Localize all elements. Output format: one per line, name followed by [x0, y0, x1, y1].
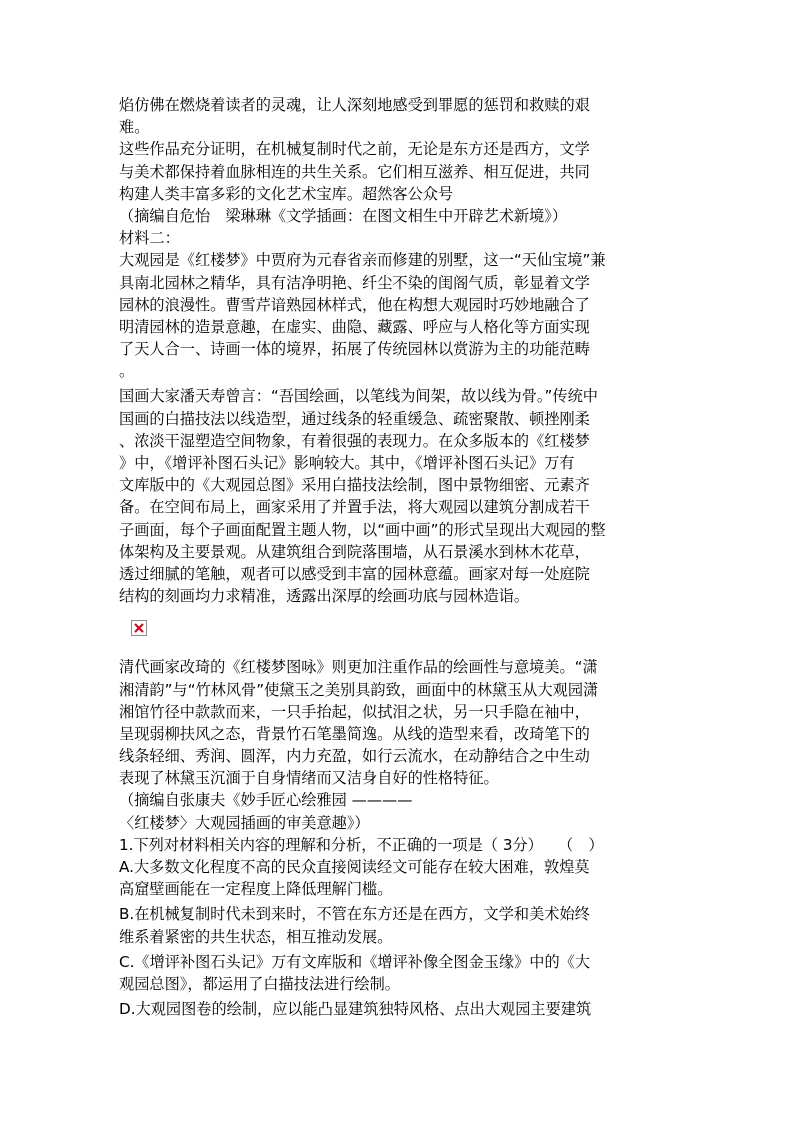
text-line: C.《增评补图石头记》万有文库版和《增评补像全图金玉缘》中的《大: [119, 952, 591, 971]
text-line: 难。: [119, 118, 150, 137]
text-line: 维系着紧密的共生状态，相互推动发展。: [119, 927, 393, 946]
text-line: 园林的浪漫性。曹雪芹谙熟园林样式，他在构想大观园时巧妙地融合了: [119, 295, 590, 314]
text-line: （摘编自张康夫《妙手匠心绘雅园 ————: [119, 791, 413, 810]
text-line: 国画大家潘天寿曾言：“吾国绘画，以笔线为间架，故以线为骨。”传统中: [119, 387, 598, 406]
paragraph: [119, 998, 689, 1020]
paragraph: [119, 205, 689, 227]
text-line: 〈红楼梦〉大观园插画的审美意趣》）: [119, 813, 370, 832]
paragraph: [119, 94, 689, 138]
paragraph: [119, 856, 689, 900]
inline-image-block: [119, 610, 689, 656]
text-line: B.在机械复制时代未到来时，不管在东方还是在西方，文学和美术始终: [119, 905, 590, 924]
text-line: 湘清韵”与“竹林风骨”使黛玉之美别具韵致，画面中的林黛玉从大观园潇: [119, 680, 599, 699]
text-line: 构建人类丰富多彩的文化艺术宝库。超然客公众号: [119, 184, 454, 203]
paragraph: [119, 138, 689, 205]
text-line: 高窟壁画能在一定程度上降低理解门槛。: [119, 880, 393, 899]
text-line: 文库版中的《大观园总图》采用白描技法绘制，图中景物细密、元素齐: [119, 476, 590, 495]
text-line: 1.下列对材料相关内容的理解和分析，不正确的一项是（ 3分） （ ）: [119, 835, 604, 854]
text-line: 结构的刻画均力求精准，透露出深厚的绘画功底与园林造诣。: [119, 587, 530, 606]
text-line: 这些作品充分证明，在机械复制时代之前，无论是东方还是西方，文学: [119, 140, 590, 159]
paragraph: [119, 656, 689, 789]
text-line: 表现了林黛玉沉湎于自身情绪而又洁身自好的性格特征。: [119, 769, 499, 788]
text-line: 观园总图》，都运用了白描技法进行绘制。: [119, 974, 400, 993]
text-line: 具南北园林之精华，具有洁净明艳、纤尘不染的闺阁气质，彰显着文学: [119, 273, 590, 292]
broken-image-icon: [131, 620, 147, 636]
text-line: 大观园是《红楼梦》中贾府为元春省亲而修建的别墅，这一“天仙宝境”兼: [119, 251, 606, 270]
text-line: 湘馆竹径中款款而来，一只手抬起，似拭泪之状，另一只手隐在袖中，: [119, 702, 590, 721]
text-line: 与美术都保持着血脉相连的共生关系。它们相互滋养、相互促进，共同: [119, 162, 590, 181]
document-page: [119, 94, 689, 1020]
paragraph: [119, 903, 689, 947]
text-line: 、浓淡干湿塑造空间物象，有着很强的表现力。在众多版本的《红楼梦: [119, 431, 590, 450]
text-line: （摘编自危怡 梁琳琳《文学插画：在图文相生中开辟艺术新境》）: [119, 206, 568, 225]
paragraph: [119, 385, 689, 607]
text-line: 。: [119, 362, 135, 381]
text-line: 焰仿佛在燃烧着读者的灵魂，让人深刻地感受到罪愿的惩罚和救赎的艰: [119, 96, 590, 114]
text-line: 明清园林的造景意趣，在虚实、曲隐、藏露、呼应与人格化等方面实现: [119, 317, 590, 336]
text-line: 透过细腻的笔触，观者可以感受到丰富的园林意蕴。画家对每一处庭院: [119, 564, 590, 583]
text-line: 子画面，每个子画面配置主题人物，以“画中画”的形式呈现出大观园的整: [119, 520, 606, 539]
text-line: 线条轻细、秀润、圆浑，内力充盈，如行云流水，在动静结合之中生动: [119, 747, 590, 766]
text-line: 》中，《增评补图石头记》影响较大。其中，《增评补图石头记》万有: [119, 454, 575, 472]
paragraph: [119, 951, 689, 995]
paragraph: [119, 227, 689, 249]
text-line: 国画的白描技法以线造型，通过线条的轻重缓急、疏密聚散、顿挫刚柔: [119, 409, 590, 428]
text-line: 清代画家改琦的《红楼梦图咏》则更加注重作品的绘画性与意境美。“潇: [119, 658, 598, 677]
paragraph: [119, 789, 689, 833]
text-line: 呈现弱柳扶风之态，背景竹石笔墨简逸。从线的造型来看，改琦笔下的: [119, 724, 590, 743]
text-line: A.大多数文化程度不高的民众直接阅读经文可能存在较大困难，敦煌莫: [119, 858, 590, 876]
text-line: 了天人合一、诗画一体的境界，拓展了传统园林以赏游为主的功能范畴: [119, 340, 590, 359]
text-line: 材料二：: [119, 229, 180, 248]
text-line: 备。在空间布局上，画家采用了并置手法，将大观园以建筑分割成若干: [119, 498, 590, 517]
paragraph: [119, 834, 689, 856]
text-line: 体架构及主要景观。从建筑组合到院落围墙，从石景溪水到林木花草，: [119, 542, 590, 561]
text-line: D.大观园图卷的绘制，应以能凸显建筑独特风格、点出大观园主要建筑: [119, 1000, 592, 1019]
paragraph: [119, 249, 689, 382]
